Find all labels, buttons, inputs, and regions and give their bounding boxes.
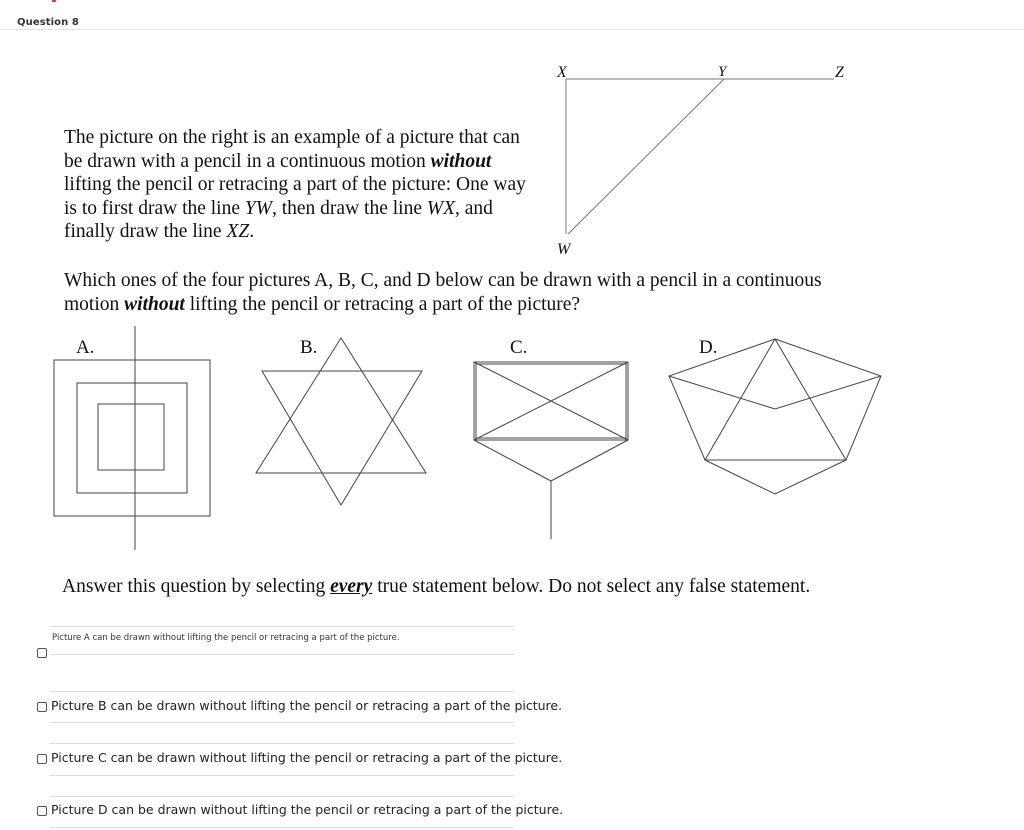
option-c-label[interactable]: Picture C can be drawn without lifting the pencil or retracing a part of the picture. (51, 750, 563, 765)
label-y: Y (718, 64, 727, 80)
option-divider (50, 827, 514, 828)
intro-text-4: , and finally draw the line (64, 197, 493, 243)
line-yw (568, 79, 724, 234)
option-a-checkbox[interactable] (37, 648, 47, 658)
picture-b (256, 338, 426, 505)
instruction-text-2: true statement below. Do not select any false statement. (372, 576, 811, 597)
intro-emphasis: without (430, 150, 492, 172)
option-divider (50, 796, 514, 797)
option-divider (50, 654, 514, 655)
instruction-paragraph (62, 575, 962, 599)
example-figure (566, 79, 834, 234)
instruction-emphasis: every (330, 576, 373, 597)
question-text-1: Which ones of the four pictures A, B, C, and D below can be drawn with a pencil in a continuous motion (64, 270, 822, 315)
picture-a-label: A. (76, 337, 95, 358)
option-d-label[interactable]: Picture D can be drawn without lifting the pencil or retracing a part of the picture. (51, 802, 564, 817)
option-d-checkbox[interactable] (37, 806, 47, 816)
picture-a (54, 326, 210, 550)
picture-d-label: D. (699, 337, 718, 358)
option-divider (50, 691, 514, 692)
picture-c (474, 362, 628, 539)
question-title: Question 8 (17, 17, 79, 28)
option-c-checkbox[interactable] (37, 754, 47, 764)
option-b-label[interactable]: Picture B can be drawn without lifting the pencil or retracing a part of the picture. (51, 698, 563, 713)
intro-yw: YW (244, 197, 272, 219)
picture-c-label: C. (510, 337, 528, 358)
intro-xz: XZ (226, 221, 250, 243)
option-b-checkbox[interactable] (37, 702, 47, 712)
option-divider (50, 626, 514, 627)
intro-text-5: . (249, 221, 255, 243)
option-divider (50, 722, 514, 723)
instruction-text-1: Answer this question by selecting (62, 576, 331, 597)
intro-text-3: , then draw the line (271, 197, 427, 219)
option-a-label[interactable]: Picture A can be drawn without lifting the pencil or retracing a part of the picture. (52, 633, 400, 643)
label-x: X (557, 64, 567, 81)
question-text-2: lifting the pencil or retracing a part of the picture? (184, 293, 581, 315)
intro-wx: WX (426, 197, 456, 219)
intro-text-2: lifting the pencil or retracing a part of the picture: One way is to first draw the line (64, 174, 526, 219)
intro-text-1: The picture on the right is an example of a picture that can be drawn with a pencil in a continuous motion (64, 127, 520, 172)
question-emphasis: without (124, 293, 185, 315)
picture-d (669, 339, 881, 494)
label-w: W (557, 241, 571, 258)
label-z: Z (835, 64, 844, 81)
option-divider (50, 775, 514, 776)
option-divider (50, 743, 514, 744)
picture-b-label: B. (300, 337, 318, 358)
